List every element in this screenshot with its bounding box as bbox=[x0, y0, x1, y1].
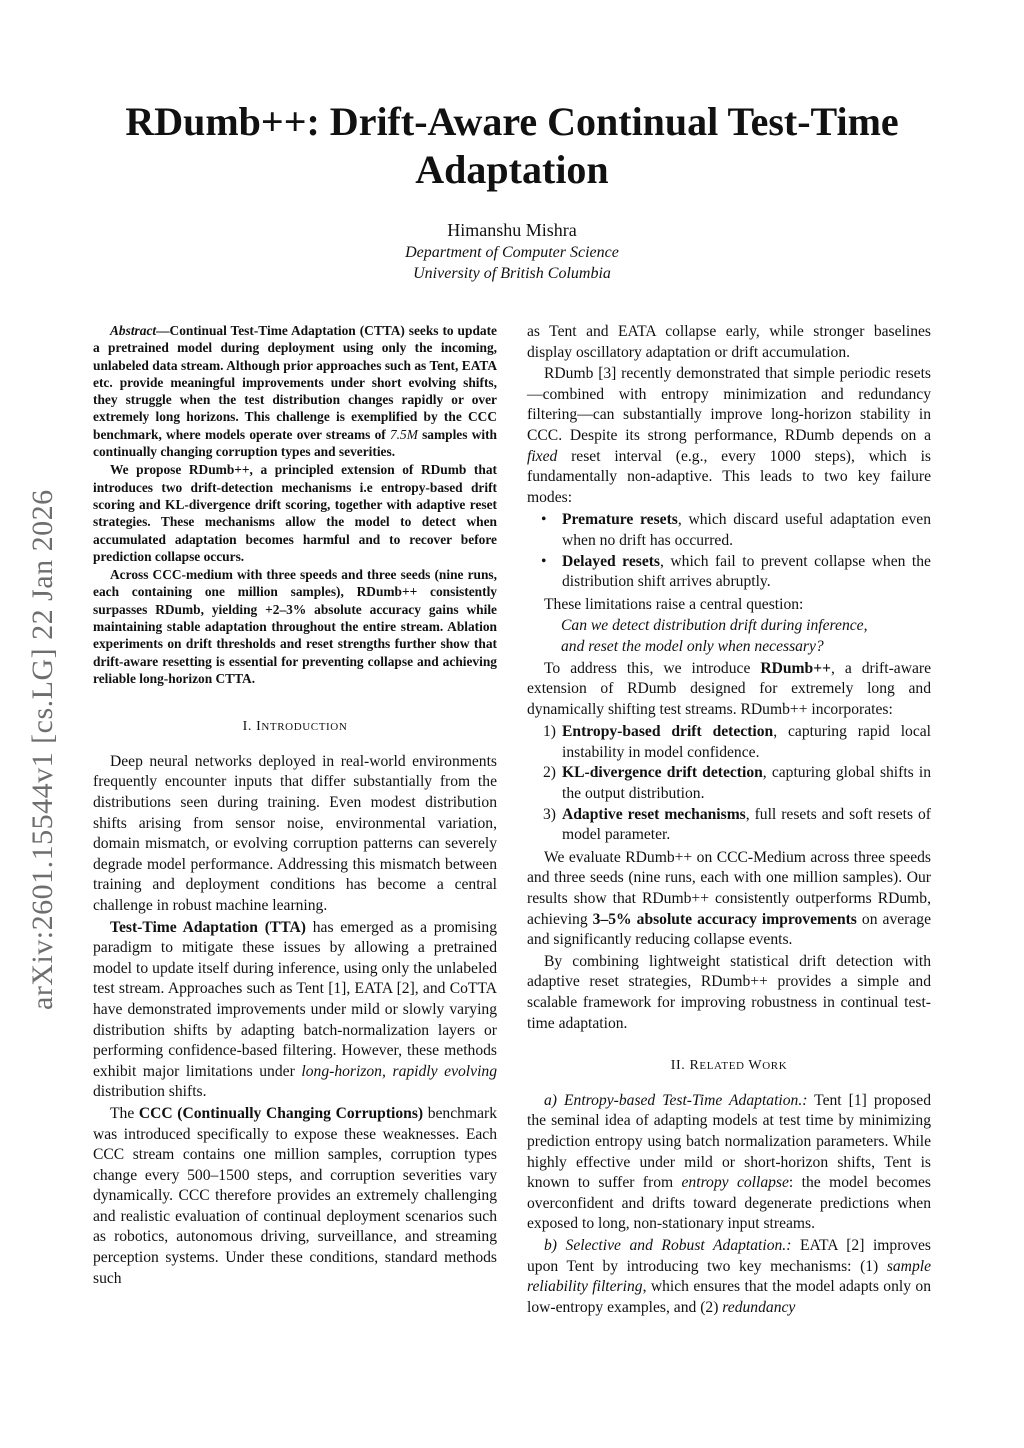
paper-title: RDumb++: Drift-Aware Continual Test-Time Adaptation bbox=[125, 99, 899, 192]
rdumb-paragraph: RDumb [3] recently demonstrated that simple periodic resets—combined with entropy minimization and redundancy filtering—can substantially improve long-horizon stability in CCC. Despite its strong performance, RDumb depends on a fixed reset interval (e.g., every 1000 steps), which is fundamentally non-adaptive. This leads to two key failure modes: bbox=[527, 365, 931, 506]
related-work-paragraph-b: b) Selective and Robust Adaptation.: EATA [2] improves upon Tent by introducing two key mechanisms: (1) sample reliability filtering, which ensures that the model adapts only on low-entropy examples, and (2) redundancy bbox=[527, 1236, 931, 1316]
math-stream-size: 7.5M bbox=[389, 426, 418, 442]
abstract-label: Abstract bbox=[110, 323, 157, 338]
contribution-paragraph: To address this, we introduce RDumb++, a drift-aware extension of RDumb designed for extremely long and dynamically shifting test streams. RDumb++ incorporates: bbox=[527, 659, 931, 718]
left-column bbox=[93, 322, 497, 1289]
arxiv-identifier: arXiv:2601.15544v1 [cs.LG] 22 Jan 2026 bbox=[26, 489, 59, 1010]
author-department: Department of Computer Science bbox=[405, 244, 619, 261]
author-university: University of British Columbia bbox=[413, 265, 611, 282]
intro-paragraph-1: Deep neural networks deployed in real-world environments frequently encounter inputs that differ substantially from the distributions seen during training. Even modest distribution shifts arising from sensor noise, environmental variation, domain mismatch, or evolving corruption patterns can severely degrade model performance. Addressing this mismatch between training and deployment conditions has become a central challenge in robust machine learning. bbox=[93, 752, 497, 914]
section-heading-introduction: I. INTRODUCTION bbox=[242, 719, 348, 735]
section-heading-related-work: II. RELATED WORK bbox=[670, 1058, 788, 1074]
limitations-sentence: These limitations raise a central question: bbox=[544, 595, 804, 613]
list-item: 3) Adaptive reset mechanisms, full resets and soft resets of model parameter. bbox=[543, 805, 931, 844]
abstract-paragraph-2: We propose RDumb++, a principled extension of RDumb that introduces two drift-detection mechanisms i.e entropy-based drift scoring and KL-divergence drift scoring, together with adaptive reset strategies. These mechanisms allow the model to detect when accumulated adaptation becomes harmful and to recover before prediction collapse occurs. bbox=[93, 462, 497, 564]
conclusion-paragraph: By combining lightweight statistical drift detection with adaptive reset strategies, RDumb++ provides a simple and scalable framework for improving robustness in continual test-time adaptation. bbox=[527, 952, 931, 1032]
list-item: • Delayed resets, which fail to prevent collapse when the distribution shift arrives abruptly. bbox=[541, 552, 931, 591]
list-item: 1) Entropy-based drift detection, capturing rapid local instability in model confidence. bbox=[543, 723, 932, 761]
contributions-list bbox=[527, 722, 931, 846]
intro-paragraph-3: The CCC (Continually Changing Corruptions) benchmark was introduced specifically to expose these weaknesses. Each CCC stream contains one million samples, corruption types change every 500–1500 steps, and corruption severities vary dynamically. CCC therefore provides an extremely challenging and realistic evaluation of continual deployment scenarios such as robotics, autonomous driving, surveillance, and streaming perception systems. Under these conditions, standard methods such bbox=[93, 1104, 497, 1287]
related-work-paragraph-a: a) Entropy-based Test-Time Adaptation.: Tent [1] proposed the seminal idea of adapting models at test time by minimizing prediction entropy using batch normalization parameters. While highly effective under mild or short-horizon shifts, Tent is known to suffer from entropy collapse: the model becomes overconfident and drifts toward degenerate predictions when exposed to long, non-stationary input streams. bbox=[527, 1091, 931, 1233]
right-column bbox=[527, 322, 931, 1318]
evaluation-paragraph: We evaluate RDumb++ on CCC-Medium across three speeds and three seeds (nine runs, each with one million samples). Our results show that RDumb++ consistently outperforms RDumb, achieving 3–5% absolute accuracy improvements on average and significantly reducing collapse events. bbox=[527, 848, 931, 949]
intro-paragraph-3-continued: as Tent and EATA collapse early, while stronger baselines display oscillatory adaptation or drift accumulation. bbox=[527, 323, 931, 361]
list-item: • Premature resets, which discard useful adaptation even when no drift has occurred. bbox=[541, 511, 931, 549]
abstract-paragraph-3: Across CCC-medium with three speeds and three seeds (nine runs, each containing one million samples), RDumb++ consistently surpasses RDumb, yielding +2–3% absolute accuracy gains while maintaining stable adaptation throughout the entire stream. Ablation experiments on drift thresholds and reset strengths further show that drift-aware resetting is essential for preventing collapse and achieving reliable long-horizon CTTA. bbox=[93, 567, 497, 686]
abstract: Abstract—Continual Test-Time Adaptation (CTTA) seeks to update a pretrained model during deployment using only the incoming, unlabeled data stream. Although prior approaches such as Tent, EATA etc. provide meaningful improvements under short evolving shifts, they struggle when the test distribution changes rapidly or over extremely long horizons. This challenge is exemplified by the CCC benchmark, where models operate over streams of 7.5M samples with continually changing corruption types and severities. We propose RDumb++, a principled extension of RDumb that introduces two drift-detection mechanisms i.e entropy-based drift scoring and KL-divergence drift scoring, together with adaptive reset strategies. These mechanisms allow the model to detect when accumulated adaptation becomes harmful and to recover before prediction collapse occurs. Across CCC-medium with three speeds and three seeds (nine runs, each containing one million samples), RDumb++ consistently surpasses RDumb, yielding +2–3% absolute accuracy gains while maintaining stable adaptation throughout the entire stream. Ablation experiments on drift thresholds and reset strengths further show that drift-aware resetting is essential for preventing collapse and achieving reliable long-horizon CTTA. bbox=[93, 323, 497, 686]
list-item: 2) KL-divergence drift detection, capturing global shifts in the output distribution. bbox=[543, 764, 931, 803]
author-name: Himanshu Mishra bbox=[447, 220, 577, 240]
failure-modes-list bbox=[527, 510, 931, 592]
central-question: Can we detect distribution drift during inference, and reset the model only when necessary? bbox=[561, 617, 868, 655]
intro-paragraph-2: Test-Time Adaptation (TTA) has emerged as a promising paradigm to mitigate these issues by allowing a pretrained model to update itself during inference, using only the unlabeled test stream. Approaches such as Tent [1], EATA [2], and CoTTA have demonstrated improvements under mild or slowly varying distribution shifts by adapting batch-normalization layers or performing confidence-based filtering. However, these methods exhibit major limitations under long-horizon, rapidly evolving distribution shifts. bbox=[93, 918, 497, 1101]
